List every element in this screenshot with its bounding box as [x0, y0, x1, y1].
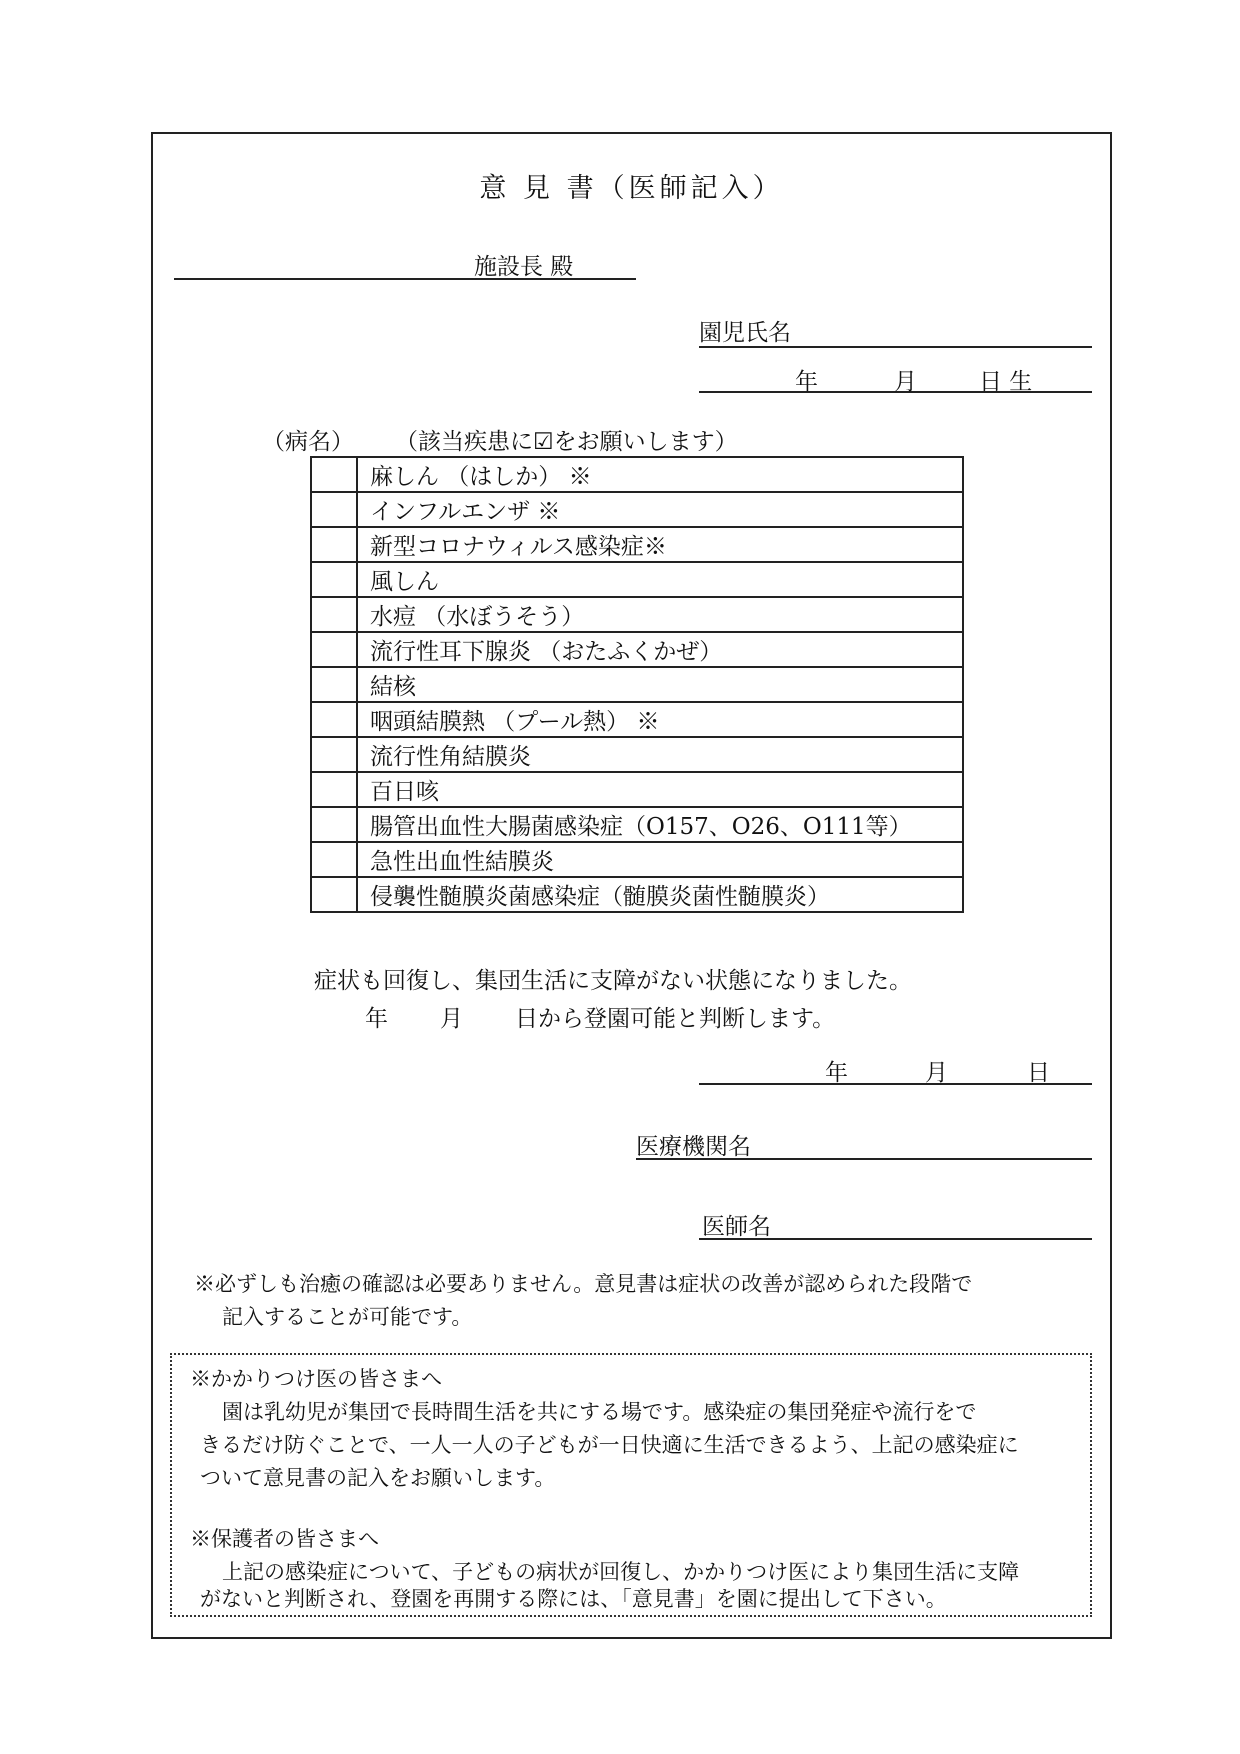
disease-row	[311, 877, 963, 912]
guardians-text-line2: がないと判断され、登園を再開する際には、「意見書」を園に提出して下さい。	[200, 1587, 947, 1611]
institution-label: 医療機関名	[636, 1134, 751, 1160]
guardians-heading: ※保護者の皆さまへ	[190, 1527, 379, 1551]
disease-row	[311, 842, 963, 877]
disease-row	[311, 632, 963, 667]
disease-checkbox[interactable]	[311, 597, 357, 632]
birthdate-field[interactable]	[699, 363, 1092, 393]
disease-checkbox[interactable]	[311, 877, 357, 912]
disease-name: 麻しん （はしか） ※	[357, 457, 963, 492]
disease-name: 流行性角結膜炎	[357, 737, 963, 772]
disease-row	[311, 527, 963, 562]
disease-checkbox[interactable]	[311, 457, 357, 492]
issue-month-label: 月	[925, 1060, 948, 1086]
institution-field[interactable]	[636, 1128, 1092, 1160]
disease-checkbox[interactable]	[311, 527, 357, 562]
disease-row	[311, 492, 963, 527]
issue-year-label: 年	[825, 1060, 848, 1086]
birth-day-label: 日 生	[979, 369, 1033, 395]
guardians-text-line1: 上記の感染症について、子どもの病状が回復し、かかりつけ医により集団生活に支障	[222, 1560, 1020, 1584]
child-name-label: 園児氏名	[699, 320, 791, 346]
disease-name: 百日咳	[357, 772, 963, 807]
child-name-field[interactable]	[699, 314, 1092, 348]
disease-row	[311, 562, 963, 597]
disease-label: （病名）	[262, 429, 354, 455]
disease-name: 流行性耳下腺炎 （おたふくかぜ）	[357, 632, 963, 667]
disease-name: インフルエンザ ※	[357, 492, 963, 527]
return-date-month: 月	[440, 1006, 463, 1032]
disease-row	[311, 667, 963, 702]
disease-name: 風しん	[357, 562, 963, 597]
footnote-line2: 記入することが可能です。	[222, 1305, 473, 1329]
footnote-line1: ※必ずしも治癒の確認は必要ありません。意見書は症状の改善が認められた段階で	[194, 1272, 973, 1296]
disease-name: 腸管出血性大腸菌感染症（O157、O26、O111等）	[357, 807, 963, 842]
disease-checkbox[interactable]	[311, 772, 357, 807]
doctors-text-line3: ついて意見書の記入をお願いします。	[200, 1466, 556, 1490]
doctor-name-field[interactable]	[699, 1208, 1092, 1240]
disease-checklist	[310, 456, 964, 913]
disease-checkbox[interactable]	[311, 632, 357, 667]
birth-year-label: 年	[795, 369, 818, 395]
disease-name: 新型コロナウィルス感染症※	[357, 527, 963, 562]
disease-checkbox[interactable]	[311, 807, 357, 842]
doctor-label: 医師名	[702, 1214, 771, 1240]
addressee-label: 施設長 殿	[474, 254, 574, 280]
issue-date-field[interactable]	[699, 1054, 1092, 1085]
disease-checkbox[interactable]	[311, 737, 357, 772]
disease-row	[311, 457, 963, 492]
disease-row	[311, 772, 963, 807]
disease-checkbox[interactable]	[311, 562, 357, 597]
disease-name: 急性出血性結膜炎	[357, 842, 963, 877]
disease-row	[311, 597, 963, 632]
info-box	[170, 1353, 1092, 1617]
doctors-text-line1: 園は乳幼児が集団で長時間生活を共にする場です。感染症の集団発症や流行をで	[222, 1400, 977, 1424]
doctors-text-line2: きるだけ防ぐことで、一人一人の子どもが一日快適に生活できるよう、上記の感染症に	[200, 1433, 1019, 1457]
disease-name: 水痘 （水ぼうそう）	[357, 597, 963, 632]
doctors-heading: ※かかりつけ医の皆さまへ	[190, 1367, 442, 1391]
recovery-statement: 症状も回復し、集団生活に支障がない状態になりました。	[314, 968, 912, 994]
disease-checkbox[interactable]	[311, 667, 357, 702]
birth-month-label: 月	[894, 369, 917, 395]
disease-checkbox[interactable]	[311, 842, 357, 877]
disease-name: 結核	[357, 667, 963, 702]
return-date-year: 年	[365, 1006, 388, 1032]
disease-checkbox[interactable]	[311, 702, 357, 737]
addressee-line	[174, 248, 636, 280]
disease-checkbox[interactable]	[311, 492, 357, 527]
disease-row	[311, 807, 963, 842]
issue-day-label: 日	[1027, 1060, 1050, 1086]
disease-instruction: （該当疾患に☑をお願いします）	[395, 429, 738, 455]
return-date-statement: 日から登園可能と判断します。	[515, 1006, 836, 1032]
page-title: 意 見 書（医師記入）	[479, 173, 784, 204]
disease-row	[311, 737, 963, 772]
disease-name: 侵襲性髄膜炎菌感染症（髄膜炎菌性髄膜炎）	[357, 877, 963, 912]
disease-name: 咽頭結膜熱 （プール熱） ※	[357, 702, 963, 737]
disease-row	[311, 702, 963, 737]
